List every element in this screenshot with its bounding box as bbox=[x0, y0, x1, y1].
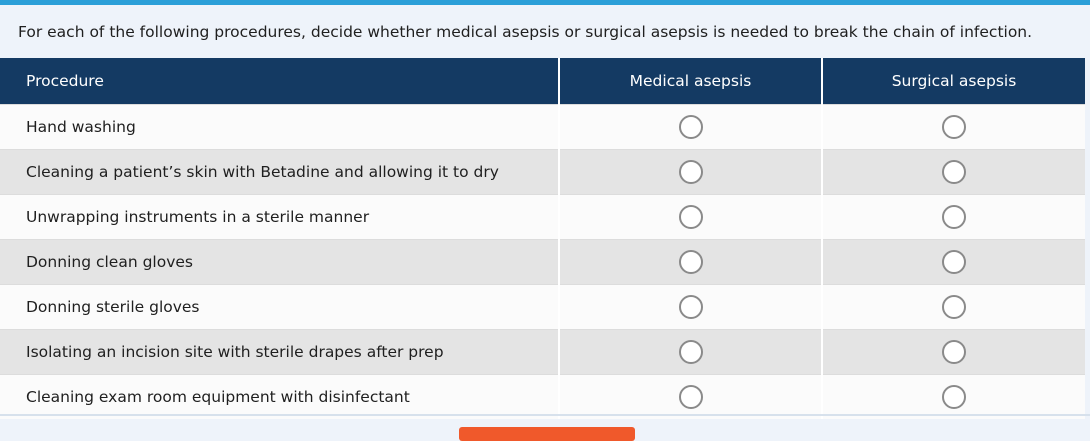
procedure-label: Isolating an incision site with sterile drapes after prep bbox=[0, 330, 559, 375]
medical-asepsis-radio[interactable] bbox=[679, 340, 703, 364]
procedure-label: Unwrapping instruments in a sterile manner bbox=[0, 195, 559, 240]
medical-asepsis-radio[interactable] bbox=[679, 115, 703, 139]
table-row bbox=[0, 285, 1085, 330]
table-row bbox=[0, 375, 1085, 420]
medical-cell bbox=[559, 375, 822, 420]
surgical-asepsis-radio[interactable] bbox=[942, 250, 966, 274]
procedure-label: Cleaning exam room equipment with disinfectant bbox=[0, 375, 559, 420]
medical-cell bbox=[559, 240, 822, 285]
surgical-asepsis-radio[interactable] bbox=[942, 160, 966, 184]
surgical-asepsis-radio[interactable] bbox=[942, 340, 966, 364]
surgical-asepsis-radio[interactable] bbox=[942, 295, 966, 319]
surgical-cell bbox=[822, 375, 1085, 420]
table-row bbox=[0, 330, 1085, 375]
medical-asepsis-radio[interactable] bbox=[679, 160, 703, 184]
surgical-cell bbox=[822, 195, 1085, 240]
medical-asepsis-radio[interactable] bbox=[679, 205, 703, 229]
surgical-cell bbox=[822, 330, 1085, 375]
medical-cell bbox=[559, 150, 822, 195]
table-row bbox=[0, 105, 1085, 150]
surgical-asepsis-radio[interactable] bbox=[942, 385, 966, 409]
submit-button[interactable] bbox=[459, 427, 635, 441]
procedure-label: Cleaning a patient’s skin with Betadine and allowing it to dry bbox=[0, 150, 559, 195]
procedure-label: Donning sterile gloves bbox=[0, 285, 559, 330]
medical-asepsis-radio[interactable] bbox=[679, 250, 703, 274]
column-header-medical-asepsis: Medical asepsis bbox=[559, 58, 822, 105]
column-header-surgical-asepsis: Surgical asepsis bbox=[822, 58, 1085, 105]
medical-asepsis-radio[interactable] bbox=[679, 295, 703, 319]
column-header-procedure: Procedure bbox=[0, 58, 559, 105]
medical-cell bbox=[559, 105, 822, 150]
question-prompt: For each of the following procedures, decide whether medical asepsis or surgical asepsis is needed to break the chain of infection. bbox=[18, 23, 1033, 41]
surgical-cell bbox=[822, 105, 1085, 150]
table-row bbox=[0, 240, 1085, 285]
medical-cell bbox=[559, 330, 822, 375]
surgical-cell bbox=[822, 150, 1085, 195]
medical-cell bbox=[559, 195, 822, 240]
procedure-label: Hand washing bbox=[0, 105, 559, 150]
top-accent-strip bbox=[0, 0, 1090, 5]
medical-asepsis-radio[interactable] bbox=[679, 385, 703, 409]
surgical-asepsis-radio[interactable] bbox=[942, 115, 966, 139]
header-row bbox=[0, 58, 1085, 105]
medical-cell bbox=[559, 285, 822, 330]
table-row bbox=[0, 195, 1085, 240]
surgical-asepsis-radio[interactable] bbox=[942, 205, 966, 229]
surgical-cell bbox=[822, 240, 1085, 285]
asepsis-matrix bbox=[0, 58, 1085, 419]
surgical-cell bbox=[822, 285, 1085, 330]
table-row bbox=[0, 150, 1085, 195]
procedure-label: Donning clean gloves bbox=[0, 240, 559, 285]
table-bottom-divider bbox=[0, 414, 1090, 416]
